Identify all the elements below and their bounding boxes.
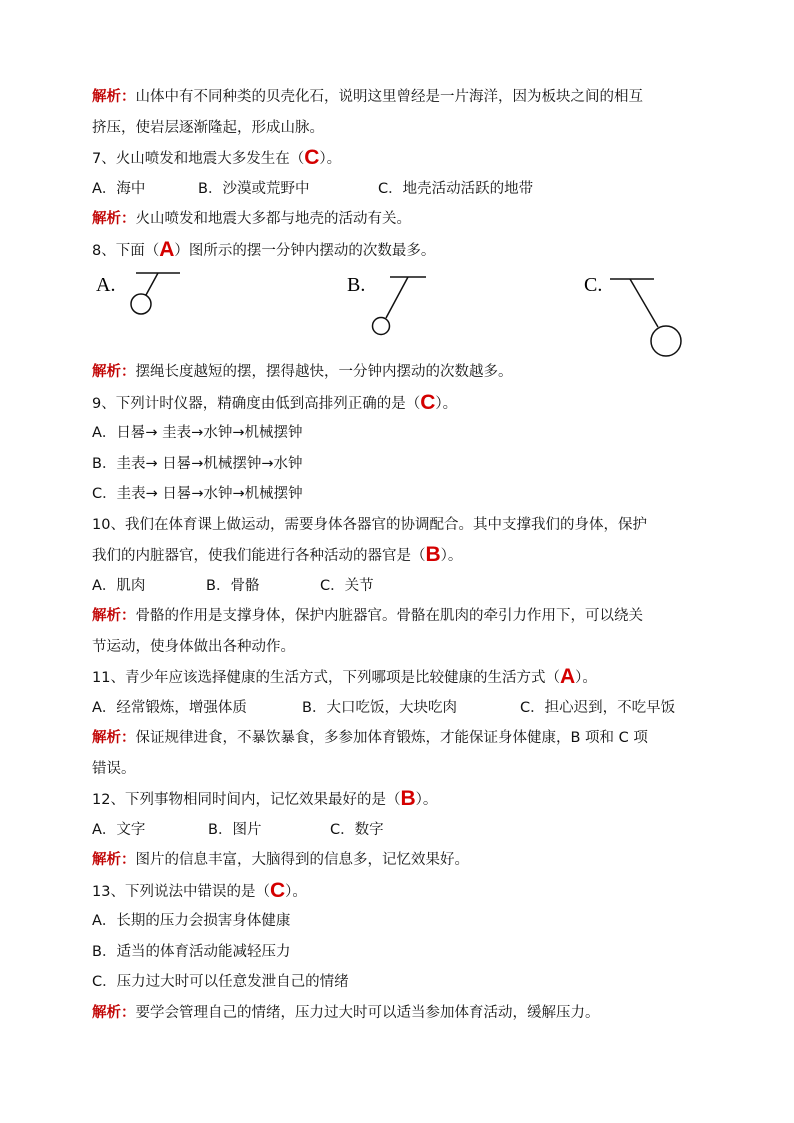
q11-options — [92, 693, 712, 724]
q13-answer: C — [269, 878, 286, 902]
q7-stem-end: ）。 — [319, 151, 342, 167]
q10-answer: B — [425, 543, 441, 566]
q9-answer: C — [420, 390, 436, 414]
pendulum-c-bob — [651, 326, 681, 356]
q13-stem-end: ）。 — [285, 883, 307, 900]
pendulum-figures — [92, 265, 712, 357]
analysis-label: 解析： — [92, 730, 136, 746]
pendulum-c-label: C. — [584, 274, 603, 296]
q11-option-a: A．经常锻炼，增强体质 — [92, 699, 247, 716]
worksheet-page — [92, 82, 712, 1028]
q6-analysis-line1 — [92, 82, 712, 113]
pendulum-c-string — [630, 279, 658, 327]
q13-analysis — [92, 998, 712, 1029]
q7-option-a: A．海中 — [92, 180, 146, 197]
q11-analysis-line2: 错误。 — [92, 760, 136, 777]
q11-stem — [92, 662, 712, 693]
q10-analysis-line1 — [92, 601, 712, 632]
analysis-label: 解析： — [92, 852, 136, 868]
q7-stem — [92, 143, 712, 174]
q13-option-b: B．适当的体育活动能减轻压力 — [92, 943, 291, 960]
analysis-label: 解析： — [92, 211, 136, 227]
q8-stem-end: ）图所示的摆一分钟内摆动的次数最多。 — [174, 242, 436, 259]
q11-option-c: C．担心迟到，不吃早饭 — [520, 699, 676, 716]
q10-option-a: A．肌肉 — [92, 577, 146, 594]
pendulum-b-string — [386, 277, 408, 318]
q9-option-b: B．圭表→ 日晷→机械摆钟→水钟 — [92, 455, 303, 472]
q12-stem — [92, 784, 712, 815]
q12-option-b: B．图片 — [208, 821, 262, 838]
q10-stem-line1: 10、我们在体育课上做运动，需要身体各器官的协调配合。其中支撑我们的身体，保护 — [92, 516, 647, 533]
pendulum-diagram — [92, 265, 712, 357]
q11-analysis-text: 保证规律进食，不暴饮暴食，多参加体育锻炼，才能保证身体健康，B 项和 C 项 — [135, 730, 648, 746]
pendulum-b-bob — [373, 318, 390, 335]
q12-analysis — [92, 845, 712, 876]
q8-analysis-text: 摆绳长度越短的摆，摆得越快，一分钟内摆动的次数越多。 — [135, 364, 513, 380]
pendulum-a-string — [146, 273, 158, 295]
q9-stem — [92, 388, 712, 419]
q11-stem-text: 11、青少年应该选择健康的生活方式，下列哪项是比较健康的生活方式（ — [92, 670, 560, 686]
q10-analysis-line2: 节运动，使身体做出各种动作。 — [92, 638, 295, 655]
q12-option-a: A．文字 — [92, 821, 146, 838]
q8-answer: A — [159, 237, 175, 261]
q9-stem-text: 9、下列计时仪器，精确度由低到高排列正确的是（ — [92, 395, 421, 412]
q10-analysis-text: 骨骼的作用是支撑身体，保护内脏器官。骨骼在肌肉的牵引力作用下，可以绕关 — [135, 608, 643, 624]
q10-option-c: C．关节 — [320, 577, 374, 594]
q12-option-c: C．数字 — [330, 821, 384, 838]
q10-options — [92, 571, 712, 602]
analysis-label: 解析： — [92, 89, 136, 105]
q9-option-c: C．圭表→ 日晷→水钟→机械摆钟 — [92, 486, 303, 502]
pendulum-a-label: A. — [96, 274, 116, 296]
pendulum-a-bob — [131, 294, 151, 314]
q13-analysis-text: 要学会管理自己的情绪，压力过大时可以适当参加体育活动，缓解压力。 — [135, 1004, 600, 1021]
q12-stem-end: ）。 — [415, 792, 438, 808]
q9-stem-end: ）。 — [435, 395, 458, 412]
q13-stem — [92, 876, 712, 907]
q12-stem-text: 12、下列事物相同时间内，记忆效果最好的是（ — [92, 792, 401, 808]
q7-option-c: C．地壳活动活跃的地带 — [378, 180, 534, 197]
q12-analysis-text: 图片的信息丰富，大脑得到的信息多，记忆效果好。 — [135, 852, 469, 868]
q8-analysis — [92, 357, 712, 388]
q13-stem-text: 13、下列说法中错误的是（ — [92, 883, 270, 900]
q11-analysis-line1 — [92, 723, 712, 754]
q7-analysis — [92, 204, 712, 235]
q6-analysis-text: 山体中有不同种类的贝壳化石，说明这里曾经是一片海洋，因为板块之间的相互 — [135, 89, 643, 105]
q11-answer: A — [559, 665, 576, 688]
q8-stem — [92, 235, 712, 266]
analysis-label: 解析： — [92, 1004, 136, 1021]
q12-answer: B — [400, 787, 416, 810]
q11-stem-end: ）。 — [575, 670, 597, 686]
q11-option-b: B．大口吃饭，大块吃肉 — [302, 699, 457, 716]
q7-stem-text: 7、火山喷发和地震大多发生在（ — [92, 151, 305, 167]
q7-options — [92, 174, 712, 205]
analysis-label: 解析： — [92, 364, 136, 380]
q10-stem-end: ）。 — [440, 548, 463, 564]
q9-option-a: A．日晷→ 圭表→水钟→机械摆钟 — [92, 425, 303, 441]
q10-option-b: B．骨骼 — [206, 577, 260, 594]
q8-stem-text: 8、下面（ — [92, 242, 160, 259]
q13-option-c: C．压力过大时可以任意发泄自己的情绪 — [92, 974, 349, 990]
pendulum-b-label: B. — [347, 274, 366, 296]
q7-analysis-text: 火山喷发和地震大多都与地壳的活动有关。 — [135, 211, 411, 227]
q7-option-b: B．沙漠或荒野中 — [198, 180, 310, 197]
analysis-label: 解析： — [92, 608, 136, 624]
q10-stem-text: 我们的内脏器官，使我们能进行各种活动的器官是（ — [92, 548, 426, 564]
q6-analysis-line2: 挤压，使岩层逐渐隆起，形成山脉。 — [92, 119, 324, 136]
q12-options — [92, 815, 712, 846]
q10-stem-line2 — [92, 540, 712, 571]
q7-answer: C — [304, 146, 320, 169]
q13-option-a: A．长期的压力会损害身体健康 — [92, 913, 291, 929]
